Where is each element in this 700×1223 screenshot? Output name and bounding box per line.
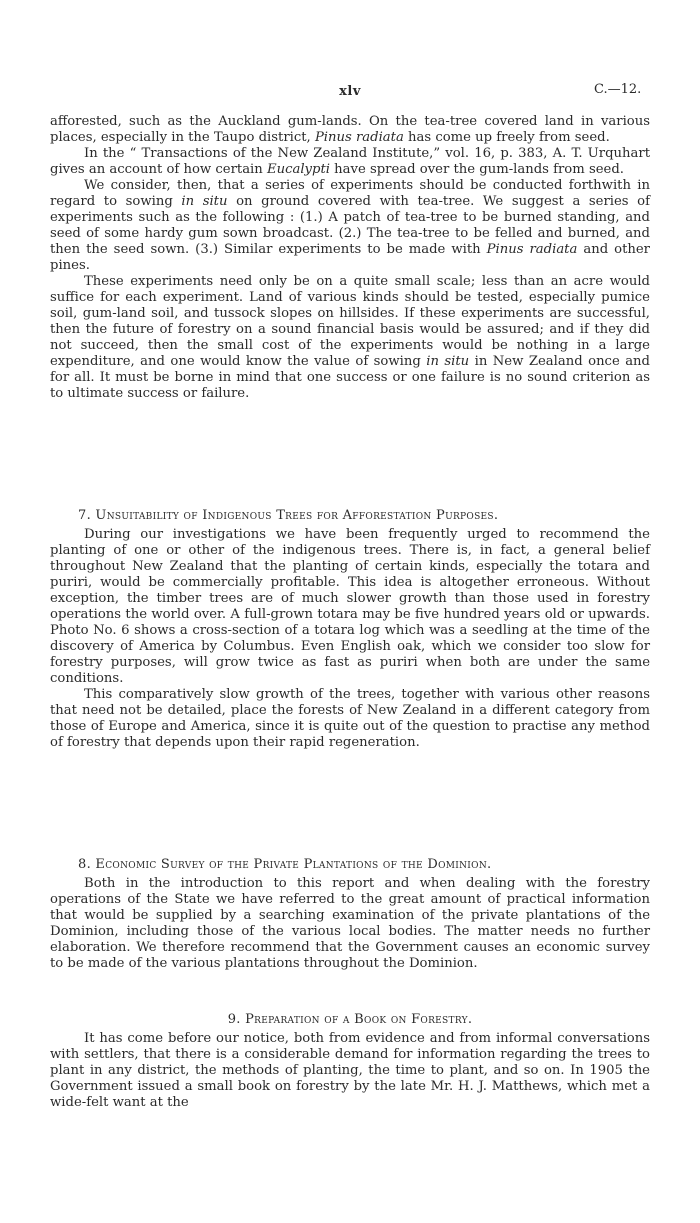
section-7-paragraph-1 — [50, 527, 650, 687]
intro-paragraph-3 — [50, 178, 650, 274]
intro-block — [50, 114, 650, 402]
italic-term: Pinus radiata — [486, 242, 578, 257]
section-7-heading: 7. Unsuitability of Indigenous Trees for Afforestation Purposes. — [78, 508, 499, 523]
section-8-heading: 8. Economic Survey of the Private Plantations of the Dominion. — [78, 857, 492, 872]
text-run: During our investigations we have been frequently urged to recommend the planting of one or other of the indigenous trees. There is, in fact, a general belief throughout New Zealand that the planting of certain kinds, especially the totara and puriri, would be commercially profitable. This idea is altogether erroneous. Without exception, the timber trees are of much slower growth than those used in forestry operations the world over. A full-grown totara may be five hundred years old or upwards. Photo No. 6 shows a cross-section of a totara log which was a seedling at the time of the discovery of America by Columbus. Even English oak, which we consider too slow for forestry purposes, will grow twice as fast as puriri when both are under the same conditions. — [50, 527, 650, 686]
text-run: have spread over the gum-lands from seed. — [329, 162, 624, 177]
page-number: xlv — [339, 84, 361, 99]
italic-term: Eucalypti — [266, 162, 330, 177]
section-7-body — [50, 527, 650, 751]
intro-paragraph-2 — [50, 146, 650, 178]
section-9-body — [50, 1031, 650, 1111]
text-run: on ground covered with tea-tree. We suggest a series of experiments such as the following : (1.) A patch of tea-tree to be burned standing, and seed of some hardy gum sown broadcast. (2.) The tea-tree to be felled and burned, and then the seed sown. (3.) Similar experiments to be made with — [50, 194, 651, 257]
text-run: and other pines. — [50, 242, 650, 273]
italic-term: Pinus radiata — [314, 130, 404, 145]
text-run: Both in the introduction to this report and when dealing with the forestry operations of the State we have referred to the great amount of practical information that would be supplied by a searching examination of the private plantations of the Dominion, including those of the various local bodies. The matter needs no further elaboration. We therefore recommend that the Government causes an economic survey to be made of the various plantations throughout the Dominion. — [50, 876, 650, 971]
text-run: has come up freely from seed. — [403, 130, 610, 145]
section-7-paragraph-2 — [50, 687, 650, 751]
section-8-paragraph-1 — [50, 876, 650, 972]
section-8-body — [50, 876, 650, 972]
section-9-heading: 9. Preparation of a Book on Forestry. — [227, 1012, 473, 1027]
section-9-paragraph-1 — [50, 1031, 650, 1111]
text-run: We consider, then, that a series of experiments should be conducted forthwith in regard to sowing — [50, 178, 650, 209]
text-run: In the “ Transactions of the New Zealand Institute,” vol. 16, p. 383, A. T. Urquhart gives an account of how certain — [50, 146, 650, 177]
text-run: These experiments need only be on a quite small scale; less than an acre would suffice for each experiment. Land of various kinds should be tested, especially pumice soil, gum-land soil, and tussock slopes on hillsides. If these experiments are successful, then the future of forestry on a sound financial basis would be assured; and if they did not succeed, then the small cost of the experiments would be nothing in a large expenditure, and one would know the value of sowing — [50, 274, 650, 369]
text-run: afforested, such as the Auckland gum-lands. On the tea-tree covered land in various places, especially in the Taupo district, — [50, 114, 650, 145]
italic-term: in situ — [426, 354, 470, 369]
intro-paragraph-4 — [50, 274, 650, 402]
text-run: It has come before our notice, both from evidence and from informal conversations with settlers, that there is a considerable demand for information regarding the trees to plant in any district, the methods of planting, the time to plant, and so on. In 1905 the Government issued a small book on forestry by the late Mr. H. J. Matthews, which met a wide-felt want at the — [50, 1031, 650, 1110]
intro-paragraph-1 — [50, 114, 650, 146]
text-run: This comparatively slow growth of the trees, together with various other reasons that need not be detailed, place the forests of New Zealand in a different category from those of Europe and America, since it is quite out of the question to practise any method of forestry that depends upon their rapid regeneration. — [50, 687, 650, 750]
document-reference: C.—12. — [594, 82, 642, 97]
italic-term: in situ — [181, 194, 228, 209]
text-run: in New Zealand once and for all. It must be borne in mind that one success or one failure is no sound criterion as to ultimate success or failure. — [50, 354, 650, 401]
